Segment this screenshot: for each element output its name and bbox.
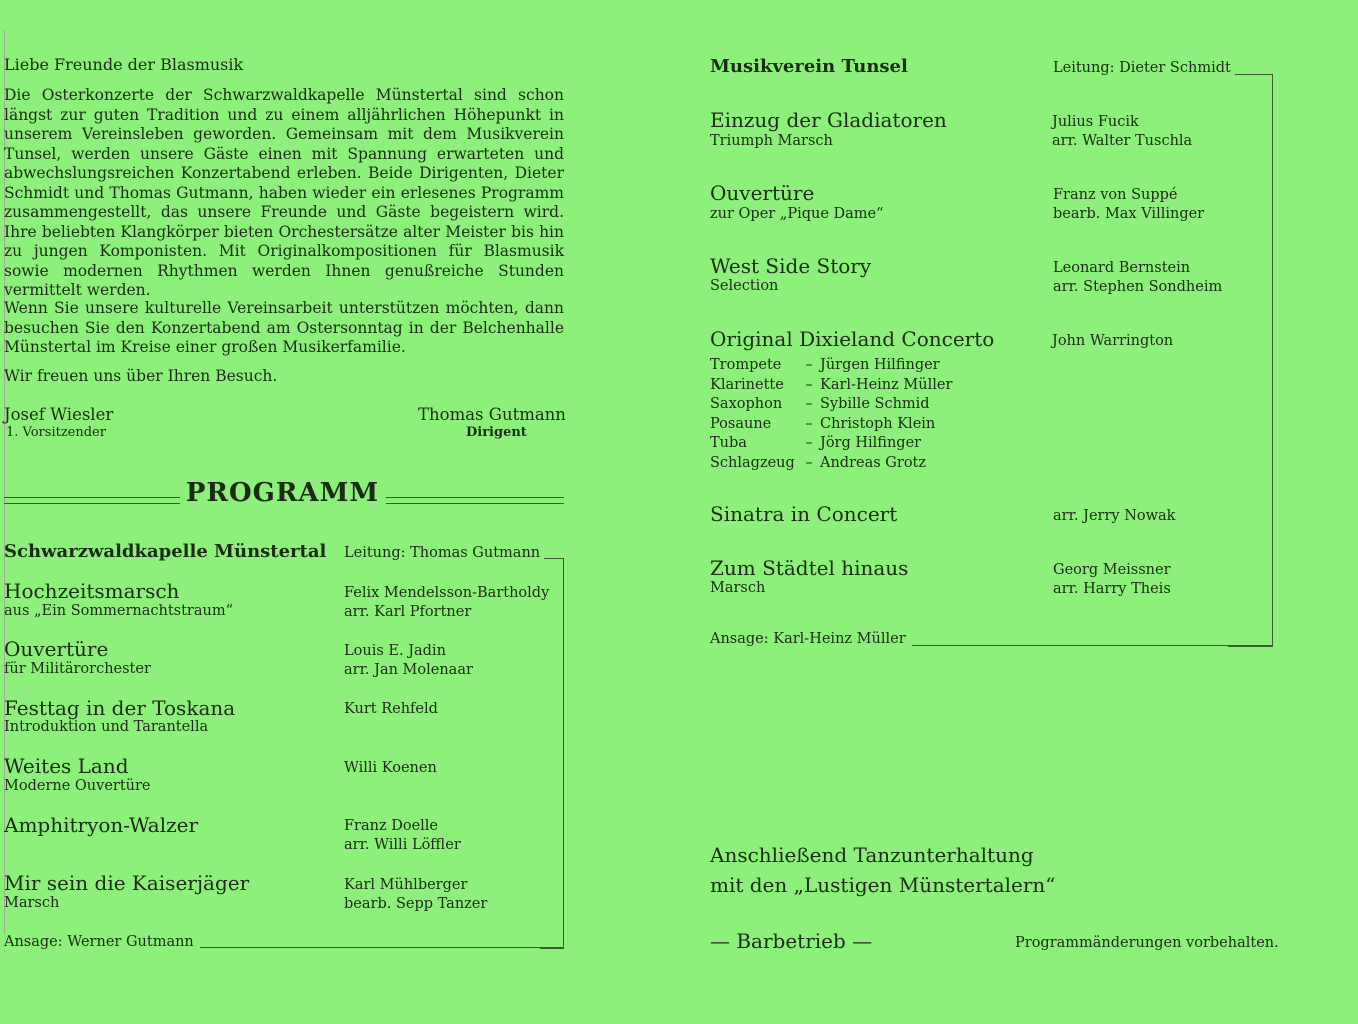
soloist-row — [710, 356, 952, 376]
signer-2-name: Thomas Gutmann — [418, 405, 566, 424]
band1-item-2-composer: Louis E. Jadin — [344, 643, 446, 659]
band1-item-1-arranger: arr. Karl Pfortner — [344, 604, 472, 620]
band2-item-1-composer: Julius Fucik — [1052, 114, 1139, 130]
soloist-row — [710, 454, 952, 474]
band1-item-3-title: Festtag in der Toskana — [4, 696, 236, 720]
signer-2-role: Dirigent — [466, 425, 527, 440]
band1-item-5-arranger: arr. Willi Löffler — [344, 837, 461, 853]
band1-ansage: Ansage: Werner Gutmann — [4, 934, 200, 950]
band2-item-2-title: Ouvertüre — [710, 181, 815, 205]
band1-item-3-composer: Kurt Rehfeld — [344, 701, 438, 717]
soloist-instrument: Tuba — [710, 435, 747, 451]
band2-name: Musikverein Tunsel — [710, 56, 908, 77]
letter-paragraph-3: Wir freuen uns über Ihren Besuch. — [4, 367, 278, 385]
soloist-dash: – — [805, 435, 813, 451]
soloist-dash: – — [805, 396, 813, 412]
soloist-instrument: Klarinette — [710, 376, 784, 393]
band2-leitung: Leitung: Dieter Schmidt — [1053, 60, 1235, 76]
band1-item-1-subtitle: aus „Ein Sommernachtstraum“ — [4, 603, 234, 619]
soloist-dash: – — [805, 415, 813, 432]
band1-item-5-title: Amphitryon-Walzer — [4, 813, 199, 837]
band1-item-2-arranger: arr. Jan Molenaar — [344, 662, 473, 678]
programm-rule-right — [386, 497, 564, 504]
band2-item-2-arranger: bearb. Max Villinger — [1053, 206, 1205, 222]
band1-name: Schwarzwaldkapelle Münstertal — [4, 541, 327, 562]
barbetrieb: — Barbetrieb — — [710, 929, 873, 953]
band2-item-3-arranger: arr. Stephen Sondheim — [1053, 279, 1223, 295]
band1-item-6-composer: Karl Mühlberger — [344, 877, 468, 893]
band2-frame-bottom — [905, 645, 1273, 646]
band2-item-4-composer: John Warrington — [1052, 333, 1174, 349]
letter-paragraph-2: Wenn Sie unsere kulturelle Vereinsarbeit unterstützen möchten, dann besuchen Sie den Konzertabend am Ostersonntag in der Belchenhalle Münstertal im Kreise einer großen Musikerfamilie. — [4, 299, 564, 356]
programm-rule-left — [4, 497, 180, 504]
band1-item-6-arranger: bearb. Sepp Tanzer — [344, 896, 488, 912]
soloist-dash: – — [805, 376, 813, 393]
band1-item-3-subtitle: Introduktion und Tarantella — [4, 719, 209, 735]
soloist-name: Sybille Schmid — [820, 396, 930, 412]
soloist-dash: – — [805, 454, 813, 471]
band2-frame — [1228, 74, 1273, 647]
band2-item-3-subtitle: Selection — [710, 278, 779, 294]
band1-leitung: Leitung: Thomas Gutmann — [344, 545, 544, 561]
band2-item-3-composer: Leonard Bernstein — [1053, 260, 1191, 276]
soloist-instrument: Trompete — [710, 357, 782, 373]
band1-item-2-title: Ouvertüre — [4, 637, 109, 661]
soloist-row — [710, 395, 952, 415]
soloist-instrument: Posaune — [710, 415, 772, 432]
band2-item-1-subtitle: Triumph Marsch — [710, 133, 833, 149]
soloist-row — [710, 376, 952, 396]
band2-item-6-composer: Georg Meissner — [1053, 562, 1171, 578]
band2-item-6-title: Zum Städtel hinaus — [710, 556, 909, 580]
soloist-name: Andreas Grotz — [820, 454, 927, 471]
band1-item-5-composer: Franz Doelle — [344, 818, 439, 834]
signer-1-role: 1. Vorsitzender — [6, 425, 106, 440]
soloist-name: Karl-Heinz Müller — [820, 376, 953, 393]
letter-paragraph-1: Die Osterkonzerte der Schwarzwaldkapelle Münstertal sind schon längst zur guten Tradition und zu einem alljährlichen Höhepunkt in unserem Vereinsleben geworden. Gemeinsam mit dem Musikverein Tunsel, werden unsere Gäste einen mit Spannung erwarteten und abwechslungsreichen Konzertabend erleben. Beide Dirigenten, Dieter Schmidt und Thomas Gutmann, haben wieder ein erlesenes Programm zusammengestellt, das unsere Freunde und Gäste begeistern wird. Ihre beliebten Klangkörper bieten Orchestersätze alter Meister bis hin zu jungen Komponisten. Mit Originalkompositionen für Blasmusik sowie modernen Rhythmen werden Ihnen genußreiche Stunden vermittelt werden. — [4, 86, 564, 299]
band1-frame — [540, 558, 564, 949]
signer-1-name: Josef Wiesler — [4, 405, 114, 424]
band1-item-6-title: Mir sein die Kaiserjäger — [4, 871, 250, 895]
soloist-name: Christoph Klein — [820, 415, 936, 432]
soloist-instrument: Saxophon — [710, 396, 783, 412]
band2-item-1-title: Einzug der Gladiatoren — [710, 108, 947, 132]
band2-item-4-title: Original Dixieland Concerto — [710, 327, 995, 351]
band1-item-2-subtitle: für Militärorchester — [4, 661, 151, 677]
band2-item-2-subtitle: zur Oper „Pique Dame“ — [710, 206, 884, 222]
dance-line-1: Anschließend Tanzunterhaltung — [710, 843, 1034, 867]
band2-item-5-composer: arr. Jerry Nowak — [1053, 508, 1176, 524]
band1-item-6-subtitle: Marsch — [4, 895, 60, 911]
band2-item-1-arranger: arr. Walter Tuschla — [1052, 133, 1193, 149]
letter-greeting: Liebe Freunde der Blasmusik — [4, 55, 244, 74]
soloist-row — [710, 434, 952, 454]
band2-item-3-title: West Side Story — [710, 254, 872, 278]
dance-line-2: mit den „Lustigen Münstertalern“ — [710, 873, 1056, 897]
band1-item-4-composer: Willi Koenen — [344, 760, 437, 776]
band1-frame-bottom — [190, 947, 564, 948]
soloist-instrument: Schlagzeug — [710, 454, 795, 471]
soloist-name: Jürgen Hilfinger — [820, 357, 940, 373]
dixieland-soloists — [710, 356, 952, 473]
band1-item-4-title: Weites Land — [4, 754, 129, 778]
band1-item-4-subtitle: Moderne Ouvertüre — [4, 778, 151, 794]
band2-item-5-title: Sinatra in Concert — [710, 502, 898, 526]
band2-item-2-composer: Franz von Suppé — [1053, 187, 1178, 203]
programm-title: PROGRAMM — [185, 478, 380, 508]
band2-ansage: Ansage: Karl-Heinz Müller — [710, 631, 912, 647]
program-change-note: Programmänderungen vorbehalten. — [1015, 935, 1279, 951]
soloist-dash: – — [805, 357, 813, 373]
soloist-row — [710, 415, 952, 435]
band2-item-6-subtitle: Marsch — [710, 580, 766, 596]
band1-item-1-title: Hochzeitsmarsch — [4, 579, 180, 603]
soloist-name: Jörg Hilfinger — [820, 435, 922, 451]
band2-item-6-arranger: arr. Harry Theis — [1053, 581, 1171, 597]
band1-item-1-composer: Felix Mendelsson-Bartholdy — [344, 585, 550, 601]
